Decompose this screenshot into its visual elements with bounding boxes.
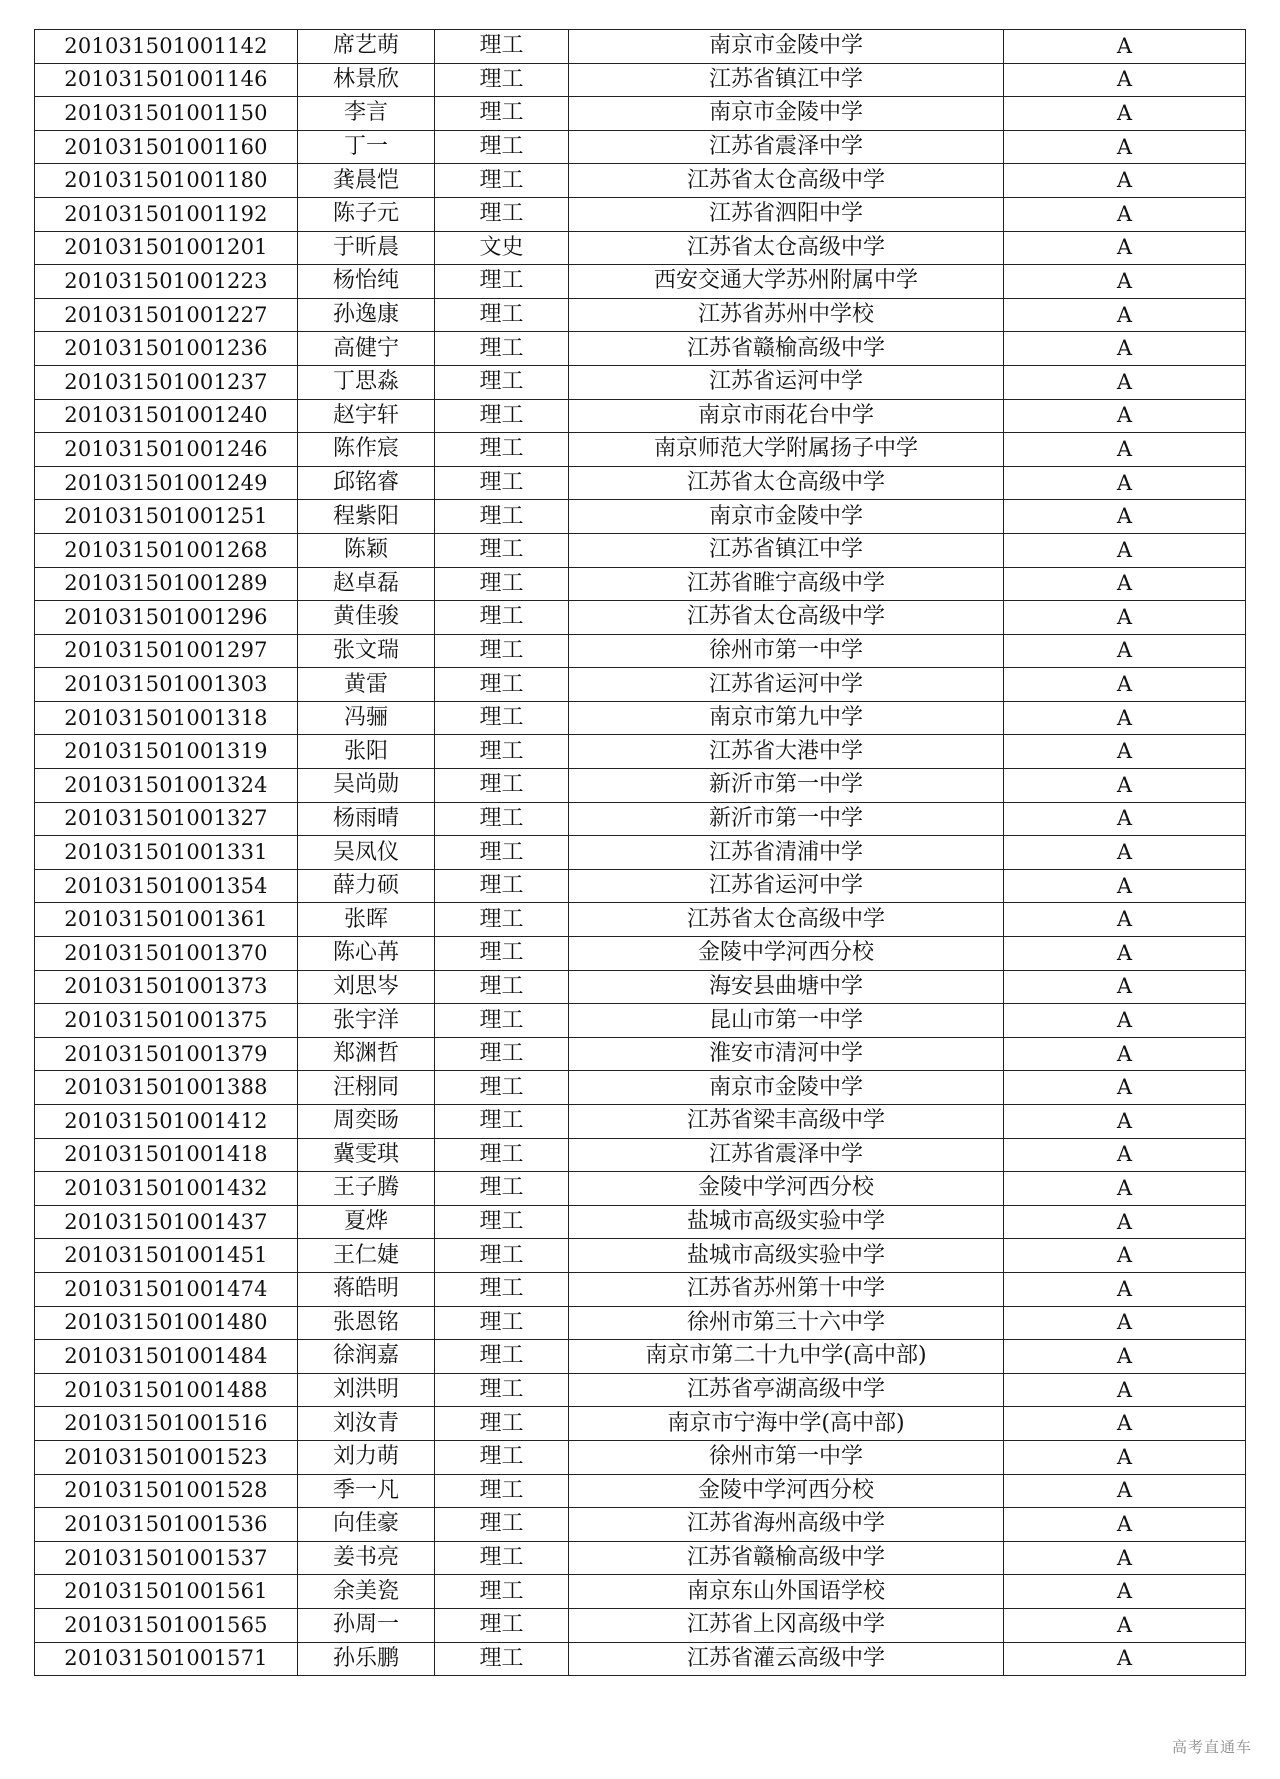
cell-school: 江苏省太仓高级中学 [569, 231, 1004, 265]
cell-exam-id: 201031501001327 [35, 802, 298, 836]
cell-category: 理工 [435, 1004, 569, 1038]
table-row [35, 1205, 1246, 1239]
cell-student-name: 徐润嘉 [298, 1340, 435, 1374]
cell-category: 理工 [435, 433, 569, 467]
cell-category: 理工 [435, 970, 569, 1004]
cell-school: 江苏省镇江中学 [569, 533, 1004, 567]
cell-category: 理工 [435, 500, 569, 534]
table-row [35, 567, 1246, 601]
cell-grade: A [1004, 601, 1246, 635]
results-table-body [35, 30, 1246, 1676]
cell-exam-id: 201031501001223 [35, 265, 298, 299]
cell-school: 徐州市第三十六中学 [569, 1306, 1004, 1340]
cell-exam-id: 201031501001246 [35, 433, 298, 467]
cell-school: 江苏省亭湖高级中学 [569, 1373, 1004, 1407]
cell-student-name: 冀雯琪 [298, 1138, 435, 1172]
cell-exam-id: 201031501001251 [35, 500, 298, 534]
table-row [35, 1440, 1246, 1474]
cell-grade: A [1004, 1205, 1246, 1239]
cell-category: 理工 [435, 701, 569, 735]
table-row [35, 231, 1246, 265]
cell-student-name: 席艺萌 [298, 30, 435, 64]
cell-school: 南京东山外国语学校 [569, 1575, 1004, 1609]
cell-exam-id: 201031501001268 [35, 533, 298, 567]
cell-grade: A [1004, 1037, 1246, 1071]
cell-category: 理工 [435, 1306, 569, 1340]
cell-student-name: 陈作宸 [298, 433, 435, 467]
table-row [35, 634, 1246, 668]
cell-category: 理工 [435, 1037, 569, 1071]
cell-exam-id: 201031501001146 [35, 63, 298, 97]
cell-exam-id: 201031501001370 [35, 937, 298, 971]
cell-school: 江苏省上冈高级中学 [569, 1608, 1004, 1642]
cell-grade: A [1004, 701, 1246, 735]
cell-exam-id: 201031501001227 [35, 298, 298, 332]
cell-grade: A [1004, 970, 1246, 1004]
table-row [35, 1541, 1246, 1575]
cell-student-name: 季一凡 [298, 1474, 435, 1508]
table-row [35, 1172, 1246, 1206]
table-row [35, 63, 1246, 97]
table-row [35, 701, 1246, 735]
cell-category: 理工 [435, 634, 569, 668]
cell-student-name: 姜书亮 [298, 1541, 435, 1575]
cell-exam-id: 201031501001373 [35, 970, 298, 1004]
cell-student-name: 吴凤仪 [298, 836, 435, 870]
cell-grade: A [1004, 1306, 1246, 1340]
cell-school: 南京市第二十九中学(高中部) [569, 1340, 1004, 1374]
cell-school: 江苏省太仓高级中学 [569, 164, 1004, 198]
table-row [35, 735, 1246, 769]
table-row [35, 1508, 1246, 1542]
cell-student-name: 孙周一 [298, 1608, 435, 1642]
cell-category: 理工 [435, 1642, 569, 1676]
cell-school: 南京师范大学附属扬子中学 [569, 433, 1004, 467]
table-row [35, 164, 1246, 198]
cell-student-name: 陈颖 [298, 533, 435, 567]
cell-student-name: 吴尚勋 [298, 769, 435, 803]
cell-exam-id: 201031501001528 [35, 1474, 298, 1508]
cell-school: 江苏省镇江中学 [569, 63, 1004, 97]
cell-school: 江苏省运河中学 [569, 869, 1004, 903]
cell-exam-id: 201031501001561 [35, 1575, 298, 1609]
cell-category: 理工 [435, 130, 569, 164]
cell-school: 金陵中学河西分校 [569, 1172, 1004, 1206]
cell-grade: A [1004, 1172, 1246, 1206]
cell-school: 江苏省赣榆高级中学 [569, 332, 1004, 366]
cell-grade: A [1004, 937, 1246, 971]
cell-grade: A [1004, 1642, 1246, 1676]
table-row [35, 1138, 1246, 1172]
cell-grade: A [1004, 164, 1246, 198]
cell-category: 理工 [435, 399, 569, 433]
cell-student-name: 黄雷 [298, 668, 435, 702]
cell-category: 理工 [435, 1071, 569, 1105]
cell-grade: A [1004, 197, 1246, 231]
cell-exam-id: 201031501001388 [35, 1071, 298, 1105]
cell-exam-id: 201031501001488 [35, 1373, 298, 1407]
cell-category: 理工 [435, 466, 569, 500]
table-row [35, 970, 1246, 1004]
cell-category: 理工 [435, 735, 569, 769]
table-row [35, 1642, 1246, 1676]
cell-student-name: 周奕旸 [298, 1105, 435, 1139]
cell-exam-id: 201031501001516 [35, 1407, 298, 1441]
cell-grade: A [1004, 332, 1246, 366]
cell-student-name: 陈子元 [298, 197, 435, 231]
cell-exam-id: 201031501001296 [35, 601, 298, 635]
cell-exam-id: 201031501001318 [35, 701, 298, 735]
cell-school: 徐州市第一中学 [569, 634, 1004, 668]
cell-category: 理工 [435, 197, 569, 231]
cell-grade: A [1004, 903, 1246, 937]
cell-student-name: 刘思岑 [298, 970, 435, 1004]
table-row [35, 365, 1246, 399]
cell-exam-id: 201031501001379 [35, 1037, 298, 1071]
table-row [35, 937, 1246, 971]
cell-exam-id: 201031501001354 [35, 869, 298, 903]
cell-school: 江苏省运河中学 [569, 365, 1004, 399]
table-row [35, 298, 1246, 332]
table-row [35, 1340, 1246, 1374]
table-row [35, 30, 1246, 64]
cell-exam-id: 201031501001249 [35, 466, 298, 500]
cell-exam-id: 201031501001160 [35, 130, 298, 164]
cell-category: 理工 [435, 1474, 569, 1508]
cell-student-name: 赵宇轩 [298, 399, 435, 433]
cell-student-name: 刘力萌 [298, 1440, 435, 1474]
cell-student-name: 刘洪明 [298, 1373, 435, 1407]
cell-exam-id: 201031501001150 [35, 97, 298, 131]
table-row [35, 601, 1246, 635]
table-row [35, 1071, 1246, 1105]
cell-student-name: 汪栩同 [298, 1071, 435, 1105]
cell-student-name: 杨怡纯 [298, 265, 435, 299]
table-row [35, 1608, 1246, 1642]
table-row [35, 97, 1246, 131]
cell-grade: A [1004, 1373, 1246, 1407]
cell-exam-id: 201031501001297 [35, 634, 298, 668]
cell-exam-id: 201031501001236 [35, 332, 298, 366]
cell-category: 理工 [435, 63, 569, 97]
cell-student-name: 杨雨晴 [298, 802, 435, 836]
cell-student-name: 刘汝青 [298, 1407, 435, 1441]
cell-category: 理工 [435, 802, 569, 836]
table-row [35, 1306, 1246, 1340]
table-row [35, 332, 1246, 366]
cell-exam-id: 201031501001303 [35, 668, 298, 702]
cell-exam-id: 201031501001484 [35, 1340, 298, 1374]
cell-category: 理工 [435, 164, 569, 198]
table-row [35, 668, 1246, 702]
cell-grade: A [1004, 802, 1246, 836]
cell-category: 理工 [435, 1373, 569, 1407]
cell-grade: A [1004, 399, 1246, 433]
cell-student-name: 余美瓷 [298, 1575, 435, 1609]
cell-student-name: 张阳 [298, 735, 435, 769]
cell-school: 江苏省太仓高级中学 [569, 466, 1004, 500]
cell-category: 理工 [435, 903, 569, 937]
cell-exam-id: 201031501001324 [35, 769, 298, 803]
cell-school: 南京市宁海中学(高中部) [569, 1407, 1004, 1441]
cell-student-name: 王仁婕 [298, 1239, 435, 1273]
cell-school: 江苏省运河中学 [569, 668, 1004, 702]
table-row [35, 869, 1246, 903]
cell-school: 新沂市第一中学 [569, 802, 1004, 836]
cell-category: 理工 [435, 1508, 569, 1542]
cell-school: 南京市金陵中学 [569, 97, 1004, 131]
table-row [35, 399, 1246, 433]
cell-school: 江苏省灌云高级中学 [569, 1642, 1004, 1676]
cell-grade: A [1004, 1071, 1246, 1105]
cell-category: 理工 [435, 937, 569, 971]
cell-category: 理工 [435, 567, 569, 601]
cell-school: 江苏省大港中学 [569, 735, 1004, 769]
cell-student-name: 龚晨恺 [298, 164, 435, 198]
cell-grade: A [1004, 1541, 1246, 1575]
cell-exam-id: 201031501001412 [35, 1105, 298, 1139]
table-row [35, 1373, 1246, 1407]
cell-exam-id: 201031501001432 [35, 1172, 298, 1206]
cell-grade: A [1004, 1340, 1246, 1374]
cell-school: 江苏省睢宁高级中学 [569, 567, 1004, 601]
cell-grade: A [1004, 231, 1246, 265]
table-row [35, 903, 1246, 937]
cell-grade: A [1004, 1105, 1246, 1139]
cell-exam-id: 201031501001192 [35, 197, 298, 231]
cell-school: 盐城市高级实验中学 [569, 1205, 1004, 1239]
cell-exam-id: 201031501001418 [35, 1138, 298, 1172]
cell-category: 理工 [435, 365, 569, 399]
cell-exam-id: 201031501001537 [35, 1541, 298, 1575]
table-row [35, 197, 1246, 231]
cell-school: 昆山市第一中学 [569, 1004, 1004, 1038]
cell-grade: A [1004, 433, 1246, 467]
cell-school: 江苏省苏州第十中学 [569, 1272, 1004, 1306]
cell-school: 江苏省震泽中学 [569, 130, 1004, 164]
table-row [35, 1037, 1246, 1071]
cell-student-name: 丁思淼 [298, 365, 435, 399]
cell-student-name: 蒋皓明 [298, 1272, 435, 1306]
cell-student-name: 赵卓磊 [298, 567, 435, 601]
cell-school: 新沂市第一中学 [569, 769, 1004, 803]
cell-grade: A [1004, 30, 1246, 64]
cell-grade: A [1004, 769, 1246, 803]
cell-grade: A [1004, 1138, 1246, 1172]
cell-category: 理工 [435, 30, 569, 64]
cell-school: 江苏省太仓高级中学 [569, 903, 1004, 937]
cell-student-name: 夏烨 [298, 1205, 435, 1239]
cell-category: 理工 [435, 97, 569, 131]
cell-category: 理工 [435, 1541, 569, 1575]
cell-student-name: 林景欣 [298, 63, 435, 97]
cell-category: 理工 [435, 1340, 569, 1374]
table-row [35, 1105, 1246, 1139]
cell-school: 江苏省苏州中学校 [569, 298, 1004, 332]
cell-grade: A [1004, 130, 1246, 164]
cell-student-name: 孙逸康 [298, 298, 435, 332]
cell-exam-id: 201031501001142 [35, 30, 298, 64]
cell-student-name: 李言 [298, 97, 435, 131]
cell-student-name: 王子腾 [298, 1172, 435, 1206]
cell-exam-id: 201031501001451 [35, 1239, 298, 1273]
cell-school: 南京市雨花台中学 [569, 399, 1004, 433]
cell-exam-id: 201031501001180 [35, 164, 298, 198]
cell-category: 理工 [435, 1172, 569, 1206]
cell-category: 理工 [435, 668, 569, 702]
cell-grade: A [1004, 365, 1246, 399]
cell-student-name: 薛力硕 [298, 869, 435, 903]
cell-student-name: 张宇洋 [298, 1004, 435, 1038]
cell-category: 理工 [435, 836, 569, 870]
cell-student-name: 邱铭睿 [298, 466, 435, 500]
cell-category: 理工 [435, 1440, 569, 1474]
cell-school: 江苏省赣榆高级中学 [569, 1541, 1004, 1575]
cell-exam-id: 201031501001523 [35, 1440, 298, 1474]
cell-exam-id: 201031501001201 [35, 231, 298, 265]
cell-category: 理工 [435, 1407, 569, 1441]
cell-grade: A [1004, 1474, 1246, 1508]
cell-grade: A [1004, 735, 1246, 769]
cell-school: 江苏省震泽中学 [569, 1138, 1004, 1172]
table-row [35, 533, 1246, 567]
table-row [35, 433, 1246, 467]
cell-exam-id: 201031501001437 [35, 1205, 298, 1239]
cell-grade: A [1004, 668, 1246, 702]
cell-exam-id: 201031501001319 [35, 735, 298, 769]
cell-category: 理工 [435, 1575, 569, 1609]
cell-student-name: 向佳豪 [298, 1508, 435, 1542]
cell-grade: A [1004, 265, 1246, 299]
cell-exam-id: 201031501001240 [35, 399, 298, 433]
cell-student-name: 丁一 [298, 130, 435, 164]
table-row [35, 466, 1246, 500]
cell-grade: A [1004, 1239, 1246, 1273]
cell-grade: A [1004, 1004, 1246, 1038]
cell-grade: A [1004, 466, 1246, 500]
cell-student-name: 郑渊哲 [298, 1037, 435, 1071]
cell-grade: A [1004, 533, 1246, 567]
cell-grade: A [1004, 567, 1246, 601]
table-row [35, 130, 1246, 164]
cell-student-name: 张恩铭 [298, 1306, 435, 1340]
cell-grade: A [1004, 500, 1246, 534]
cell-category: 理工 [435, 1138, 569, 1172]
cell-category: 理工 [435, 1205, 569, 1239]
cell-grade: A [1004, 1440, 1246, 1474]
cell-school: 江苏省梁丰高级中学 [569, 1105, 1004, 1139]
cell-student-name: 陈心苒 [298, 937, 435, 971]
cell-student-name: 孙乐鹏 [298, 1642, 435, 1676]
cell-grade: A [1004, 63, 1246, 97]
cell-school: 金陵中学河西分校 [569, 937, 1004, 971]
cell-school: 徐州市第一中学 [569, 1440, 1004, 1474]
cell-student-name: 于昕晨 [298, 231, 435, 265]
cell-category: 理工 [435, 1239, 569, 1273]
cell-grade: A [1004, 1575, 1246, 1609]
cell-school: 南京市第九中学 [569, 701, 1004, 735]
table-row [35, 1575, 1246, 1609]
cell-category: 理工 [435, 1272, 569, 1306]
cell-student-name: 黄佳骏 [298, 601, 435, 635]
cell-grade: A [1004, 97, 1246, 131]
cell-grade: A [1004, 1608, 1246, 1642]
cell-exam-id: 201031501001480 [35, 1306, 298, 1340]
cell-student-name: 冯骊 [298, 701, 435, 735]
cell-category: 理工 [435, 1105, 569, 1139]
cell-school: 江苏省清浦中学 [569, 836, 1004, 870]
cell-school: 金陵中学河西分校 [569, 1474, 1004, 1508]
table-row [35, 769, 1246, 803]
cell-category: 理工 [435, 769, 569, 803]
table-row [35, 1272, 1246, 1306]
cell-category: 文史 [435, 231, 569, 265]
cell-exam-id: 201031501001571 [35, 1642, 298, 1676]
cell-grade: A [1004, 869, 1246, 903]
cell-exam-id: 201031501001536 [35, 1508, 298, 1542]
cell-school: 南京市金陵中学 [569, 1071, 1004, 1105]
table-row [35, 1474, 1246, 1508]
table-row [35, 836, 1246, 870]
cell-category: 理工 [435, 265, 569, 299]
table-row [35, 500, 1246, 534]
cell-category: 理工 [435, 332, 569, 366]
cell-category: 理工 [435, 533, 569, 567]
cell-school: 南京市金陵中学 [569, 500, 1004, 534]
watermark-text: 高考直通车 [1171, 1738, 1252, 1756]
table-row [35, 1239, 1246, 1273]
cell-student-name: 程紫阳 [298, 500, 435, 534]
cell-exam-id: 201031501001565 [35, 1608, 298, 1642]
cell-exam-id: 201031501001375 [35, 1004, 298, 1038]
cell-grade: A [1004, 298, 1246, 332]
table-row [35, 265, 1246, 299]
cell-school: 江苏省海州高级中学 [569, 1508, 1004, 1542]
results-table [34, 29, 1246, 1676]
cell-category: 理工 [435, 601, 569, 635]
cell-grade: A [1004, 836, 1246, 870]
table-row [35, 1407, 1246, 1441]
cell-student-name: 张晖 [298, 903, 435, 937]
cell-school: 西安交通大学苏州附属中学 [569, 265, 1004, 299]
cell-exam-id: 201031501001237 [35, 365, 298, 399]
cell-exam-id: 201031501001474 [35, 1272, 298, 1306]
cell-grade: A [1004, 1508, 1246, 1542]
cell-grade: A [1004, 1407, 1246, 1441]
cell-school: 盐城市高级实验中学 [569, 1239, 1004, 1273]
cell-student-name: 高健宁 [298, 332, 435, 366]
cell-grade: A [1004, 1272, 1246, 1306]
cell-category: 理工 [435, 298, 569, 332]
cell-school: 江苏省太仓高级中学 [569, 601, 1004, 635]
cell-grade: A [1004, 634, 1246, 668]
cell-school: 淮安市清河中学 [569, 1037, 1004, 1071]
cell-school: 江苏省泗阳中学 [569, 197, 1004, 231]
table-row [35, 802, 1246, 836]
table-row [35, 1004, 1246, 1038]
cell-school: 海安县曲塘中学 [569, 970, 1004, 1004]
cell-student-name: 张文瑞 [298, 634, 435, 668]
cell-category: 理工 [435, 869, 569, 903]
cell-exam-id: 201031501001331 [35, 836, 298, 870]
cell-exam-id: 201031501001361 [35, 903, 298, 937]
cell-category: 理工 [435, 1608, 569, 1642]
cell-exam-id: 201031501001289 [35, 567, 298, 601]
cell-school: 南京市金陵中学 [569, 30, 1004, 64]
